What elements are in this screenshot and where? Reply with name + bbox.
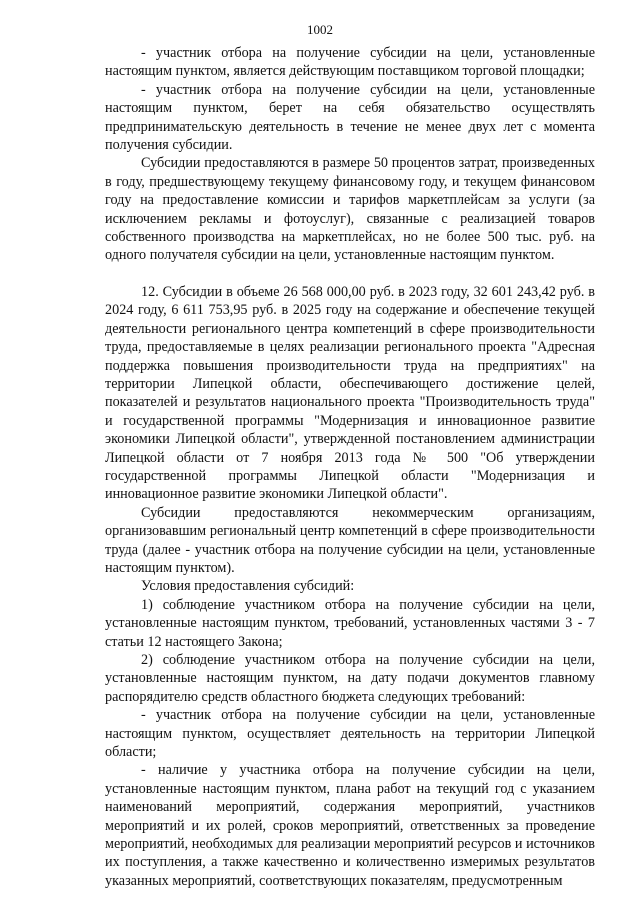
- paragraph: - участник отбора на получение субсидии на цели, установленные настоящим пунктом, является действующим поставщиком торговой площадки;: [105, 45, 595, 80]
- paragraph: Субсидии предоставляются некоммерческим организациям, организовавшим региональный центр компетенций в сфере производительности труда (далее - участник отбора на получение субсидии на цели, установленные настоящим пунктом).: [105, 504, 595, 576]
- paragraph: 1) соблюдение участником отбора на получение субсидии на цели, установленные настоящим пунктом, требований, установленных частями 3 - 7 статьи 12 настоящего Закона;: [105, 596, 595, 650]
- paragraph: 12. Субсидии в объеме 26 568 000,00 руб. в 2023 году, 32 601 243,42 руб. в 2024 году, 6 611 753,95 руб. в 2025 году на содержание и обеспечение текущей деятельности регионального центра компетенций в сфере производительности труда, предоставляемые в целях реализации регионального проекта "Адресная поддержка повышения производительности труда на предприятиях" на территории Липецкой области, обеспечивающего достижение целей, показателей и результатов национального проекта "Производительность труда" и государственной программы "Модернизация и инновационное развитие экономики Липецкой области", утвержденной постановлением администрации Липецкой области от 7 ноября 2013 года № 500 "Об утверждении государственной программы Липецкой области "Модернизация и инновационное развитие экономики Липецкой области".: [105, 283, 595, 503]
- paragraph: - наличие у участника отбора на получение субсидии на цели, установленные настоящим пунктом, плана работ на текущий год с указанием наименований мероприятий, содержания мероприятий, участников мероприятий и их ролей, сроков мероприятий, ответственных за проведение мероприятий, необходимых для реализации мероприятий ресурсов и источников их поступления, а также качественно и количественно измеримых результатов указанных мероприятий, соответствующих показателям, предусмотренным: [105, 762, 595, 889]
- paragraph-gap: [105, 265, 595, 283]
- page-number: 1002: [307, 22, 333, 37]
- paragraph: Субсидии предоставляются в размере 50 процентов затрат, произведенных в году, предшествующему текущему финансовому году, и текущем финансовом году на предоставление комиссии и тарифов маркетплейсам за услуги (за исключением рекламы и фотоуслуг), связанные с реализацией товаров собственного производства на маркетплейсах, но не более 500 тыс. руб. на одного получателя субсидии на цели, установленные настоящим пунктом.: [105, 155, 595, 264]
- paragraph: Условия предоставления субсидий:: [141, 578, 355, 595]
- paragraph: - участник отбора на получение субсидии на цели, установленные настоящим пунктом, осуществляет деятельность на территории Липецкой области;: [105, 707, 595, 761]
- paragraph: - участник отбора на получение субсидии на цели, установленные настоящим пунктом, берет на себя обязательство осуществлять предпринимательскую деятельность в течение не менее двух лет с момента получения субсидии.: [105, 81, 595, 154]
- document-body: [105, 44, 595, 890]
- paragraph: 2) соблюдение участником отбора на получение субсидии на цели, установленные настоящим пунктом, на дату подачи документов главному распорядителю средств областного бюджета следующих требований:: [105, 652, 595, 705]
